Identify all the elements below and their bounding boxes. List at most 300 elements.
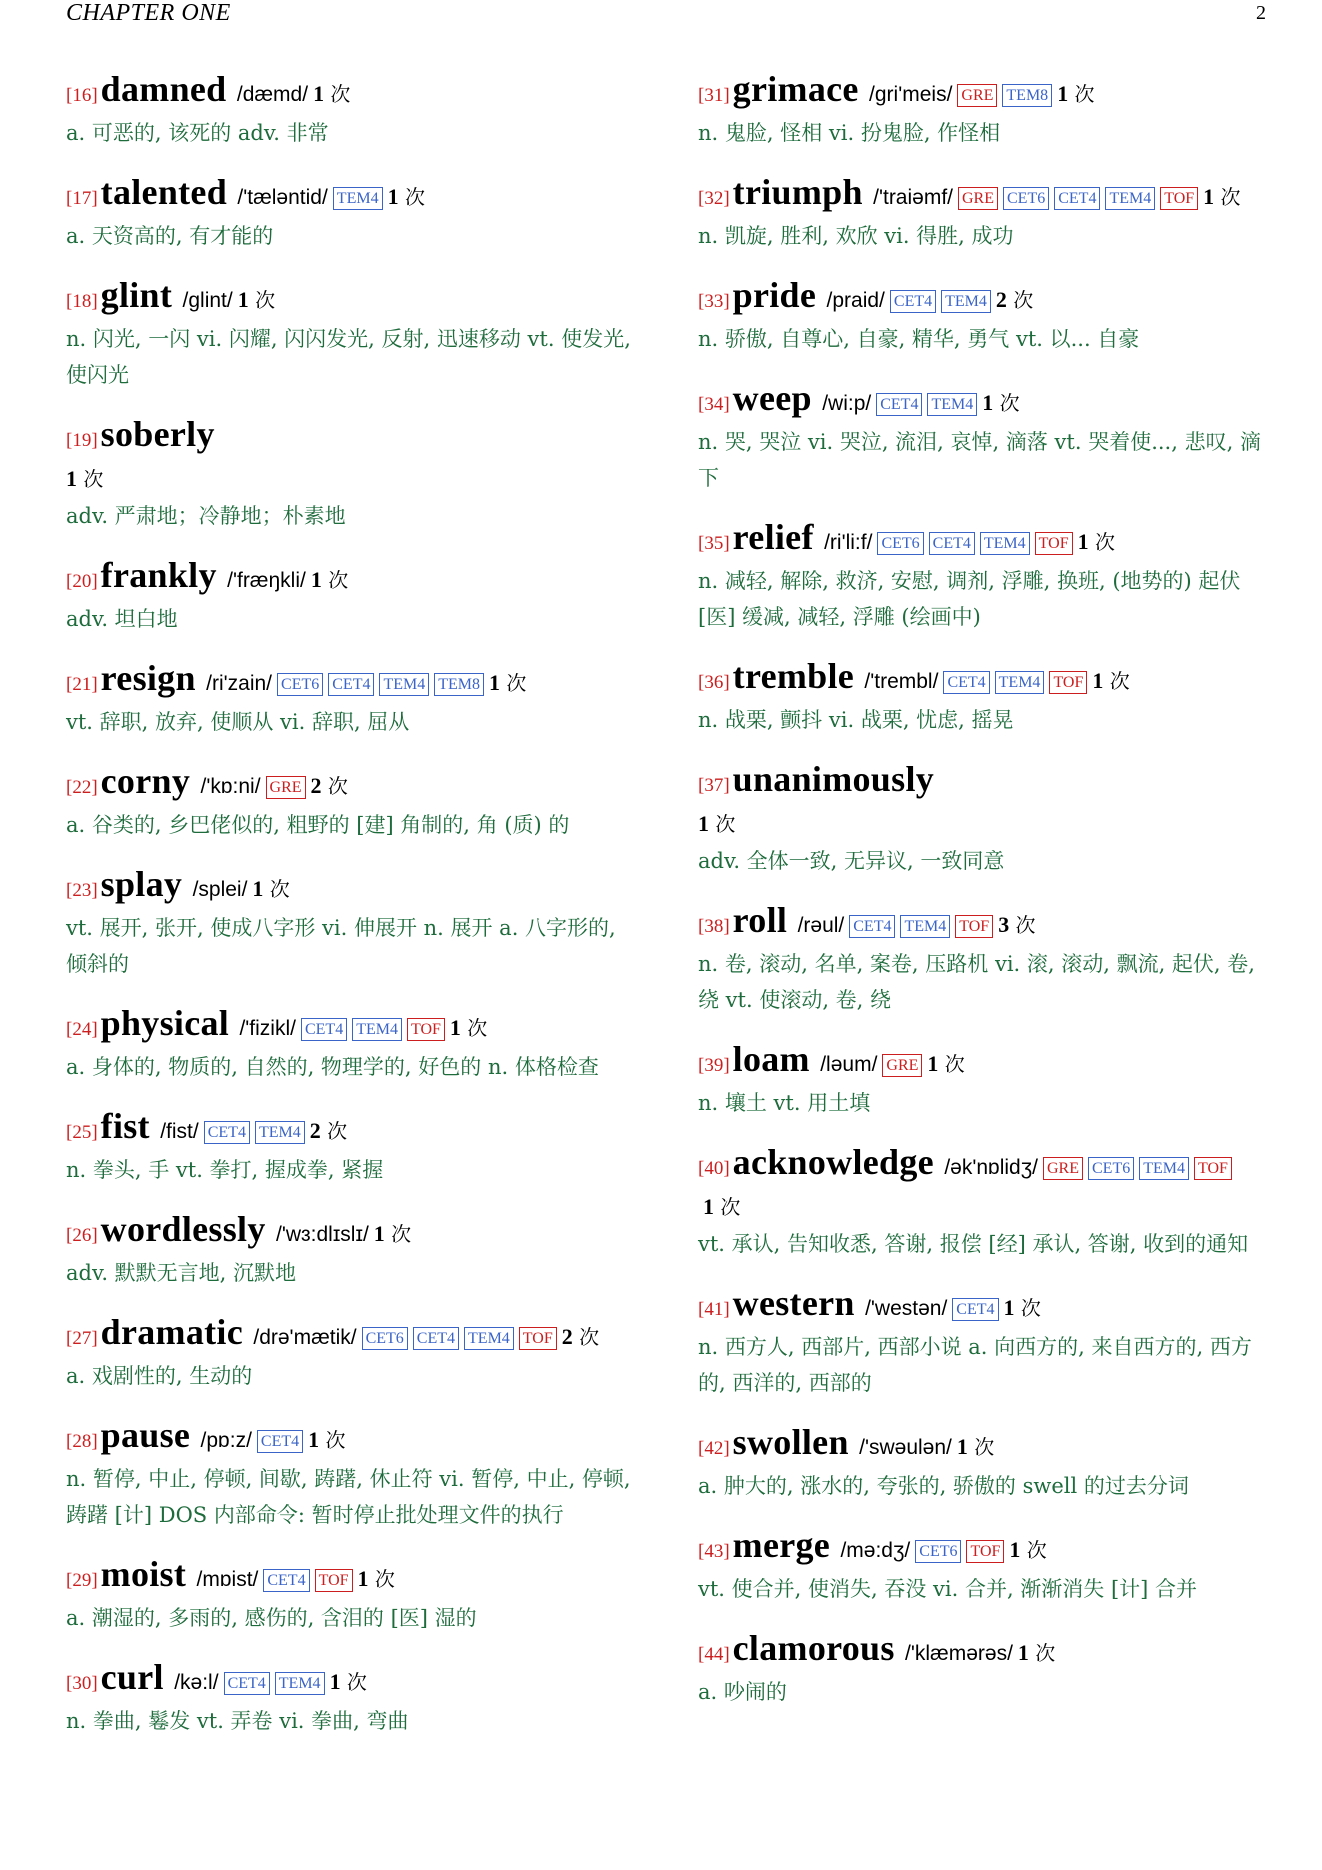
entry-number: [42] bbox=[698, 1438, 730, 1459]
entry-word: pause bbox=[100, 1415, 191, 1455]
count-unit: 次 bbox=[579, 1325, 600, 1349]
occurrence-count bbox=[66, 467, 103, 491]
exam-tag: TEM4 bbox=[333, 187, 383, 210]
vocab-entry bbox=[698, 1526, 1268, 1607]
entry-definition: n. 骄傲, 自尊心, 自豪, 精华, 勇气 vt. 以... 自豪 bbox=[698, 327, 1140, 351]
count-value: 2 bbox=[309, 1118, 321, 1143]
entry-number: [20] bbox=[66, 571, 98, 592]
entry-pronunciation: /'klæmərəs/ bbox=[905, 1642, 1013, 1665]
exam-tag: TEM4 bbox=[1105, 187, 1155, 210]
entry-definition: adv. 坦白地 bbox=[66, 607, 178, 631]
vocab-entry bbox=[66, 1004, 636, 1085]
entry-word: curl bbox=[100, 1657, 164, 1697]
entry-number: [27] bbox=[66, 1328, 98, 1349]
entry-definition: n. 凯旋, 胜利, 欢欣 vi. 得胜, 成功 bbox=[698, 224, 1014, 248]
vocab-entry bbox=[698, 657, 1268, 738]
count-value: 2 bbox=[310, 773, 322, 798]
vocab-entry bbox=[66, 415, 636, 534]
vocab-entry bbox=[66, 70, 636, 151]
occurrence-count bbox=[1203, 185, 1240, 209]
entry-definition: a. 可恶的, 该死的 adv. 非常 bbox=[66, 121, 329, 145]
occurrence-count bbox=[330, 1670, 367, 1694]
count-value: 2 bbox=[561, 1324, 573, 1349]
entry-word: loam bbox=[732, 1039, 810, 1079]
entry-definition: a. 身体的, 物质的, 自然的, 物理学的, 好色的 n. 体格检查 bbox=[66, 1055, 599, 1079]
entry-number: [33] bbox=[698, 291, 730, 312]
entry-number: [40] bbox=[698, 1158, 730, 1179]
entry-pronunciation: /dæmd/ bbox=[236, 83, 309, 106]
entry-number: [30] bbox=[66, 1673, 98, 1694]
vocab-entry bbox=[698, 379, 1268, 496]
exam-tag: CET4 bbox=[328, 673, 374, 696]
entry-pronunciation: /rəul/ bbox=[797, 914, 845, 937]
entry-number: [31] bbox=[698, 85, 730, 106]
exam-tag: GRE bbox=[266, 776, 306, 799]
occurrence-count bbox=[1057, 82, 1094, 106]
occurrence-count bbox=[308, 1428, 345, 1452]
entry-word: corny bbox=[100, 761, 191, 801]
entry-word: unanimously bbox=[732, 759, 935, 799]
entry-word: resign bbox=[100, 658, 196, 698]
entry-pronunciation: /drə'mætik/ bbox=[253, 1326, 357, 1349]
exam-tag: CET6 bbox=[1003, 187, 1049, 210]
exam-tag: CET6 bbox=[1088, 1157, 1134, 1180]
count-value: 1 bbox=[1077, 529, 1089, 554]
exam-tag: TEM4 bbox=[464, 1327, 514, 1350]
entry-word: weep bbox=[732, 378, 812, 418]
entry-headline bbox=[66, 415, 636, 498]
vocab-entry bbox=[66, 1313, 636, 1394]
count-unit: 次 bbox=[467, 1016, 488, 1040]
entry-pronunciation: /mɒist/ bbox=[196, 1568, 259, 1591]
exam-tag: CET4 bbox=[204, 1121, 250, 1144]
occurrence-count bbox=[957, 1435, 994, 1459]
count-unit: 次 bbox=[328, 568, 349, 592]
occurrence-count bbox=[238, 288, 275, 312]
exam-tag: TOF bbox=[519, 1327, 557, 1350]
entry-word: swollen bbox=[732, 1422, 849, 1462]
vocab-entry bbox=[698, 1629, 1268, 1710]
vocab-entry bbox=[698, 70, 1268, 151]
entry-pronunciation: /'westən/ bbox=[865, 1297, 948, 1320]
entry-number: [34] bbox=[698, 394, 730, 415]
page-number: 2 bbox=[1256, 2, 1266, 24]
count-value: 1 bbox=[66, 466, 77, 491]
occurrence-count bbox=[1004, 1296, 1041, 1320]
entry-pronunciation: /wi:p/ bbox=[822, 392, 872, 415]
exam-tag: TOF bbox=[1194, 1157, 1232, 1180]
entry-number: [32] bbox=[698, 188, 730, 209]
vocab-entry bbox=[66, 276, 636, 393]
entry-number: [39] bbox=[698, 1055, 730, 1076]
entry-definition: a. 潮湿的, 多雨的, 感伤的, 含泪的 [医] 湿的 bbox=[66, 1606, 477, 1630]
entry-definition: adv. 严肃地；冷静地；朴素地 bbox=[66, 504, 346, 528]
count-value: 1 bbox=[956, 1434, 968, 1459]
right-column bbox=[698, 70, 1268, 1732]
entry-number: [25] bbox=[66, 1122, 98, 1143]
vocab-entry bbox=[66, 556, 636, 637]
count-unit: 次 bbox=[1109, 669, 1130, 693]
vocab-entry bbox=[698, 760, 1268, 879]
entry-pronunciation: /ri'zain/ bbox=[206, 672, 273, 695]
count-value: 1 bbox=[387, 184, 399, 209]
exam-tag: TEM4 bbox=[927, 393, 977, 416]
vocab-entry bbox=[66, 1107, 636, 1188]
entry-headline bbox=[698, 379, 1268, 424]
entry-word: roll bbox=[732, 900, 788, 940]
count-value: 1 bbox=[489, 670, 501, 695]
entry-definition: n. 拳曲, 鬈发 vt. 弄卷 vi. 拳曲, 弯曲 bbox=[66, 1709, 409, 1733]
entry-headline bbox=[698, 1040, 1268, 1085]
occurrence-count bbox=[252, 877, 289, 901]
exam-tag: TEM4 bbox=[900, 915, 950, 938]
vocab-entry bbox=[66, 173, 636, 254]
entry-word: splay bbox=[100, 864, 183, 904]
occurrence-count bbox=[489, 671, 526, 695]
entry-word: grimace bbox=[732, 69, 859, 109]
occurrence-count bbox=[1018, 1641, 1055, 1665]
count-unit: 次 bbox=[1026, 1538, 1047, 1562]
vocab-entry bbox=[698, 518, 1268, 635]
entry-headline bbox=[66, 1555, 636, 1600]
occurrence-count bbox=[998, 913, 1035, 937]
occurrence-count bbox=[310, 1119, 347, 1143]
entry-headline bbox=[66, 1004, 636, 1049]
entry-word: glint bbox=[100, 275, 173, 315]
occurrence-count bbox=[703, 1195, 740, 1219]
entry-definition: a. 谷类的, 乡巴佬似的, 粗野的 [建] 角制的, 角 (质) 的 bbox=[66, 813, 570, 837]
entry-headline bbox=[66, 1658, 636, 1703]
exam-tag: GRE bbox=[957, 84, 997, 107]
entry-number: [35] bbox=[698, 533, 730, 554]
entry-headline bbox=[66, 173, 636, 218]
count-unit: 次 bbox=[974, 1435, 995, 1459]
entry-number: [22] bbox=[66, 777, 98, 798]
exam-tag: GRE bbox=[882, 1054, 922, 1077]
entry-definition: vt. 展开, 张开, 使成八字形 vi. 伸展开 n. 展开 a. 八字形的, 倾斜的 bbox=[66, 916, 616, 976]
occurrence-count bbox=[313, 82, 350, 106]
entry-number: [21] bbox=[66, 674, 98, 695]
entry-number: [18] bbox=[66, 291, 98, 312]
entry-headline bbox=[66, 1416, 636, 1461]
count-value: 1 bbox=[927, 1051, 939, 1076]
entry-word: western bbox=[732, 1283, 855, 1323]
entry-headline bbox=[698, 276, 1268, 321]
vocab-entry bbox=[66, 1416, 636, 1533]
entry-headline bbox=[66, 276, 636, 321]
count-value: 1 bbox=[252, 876, 264, 901]
entry-headline bbox=[698, 1526, 1268, 1571]
entry-word: tremble bbox=[732, 656, 855, 696]
exam-tag: CET6 bbox=[277, 673, 323, 696]
occurrence-count bbox=[982, 391, 1019, 415]
entry-number: [26] bbox=[66, 1225, 98, 1246]
entry-number: [29] bbox=[66, 1570, 98, 1591]
count-value: 1 bbox=[698, 811, 709, 836]
entry-headline bbox=[698, 70, 1268, 115]
vocab-entry bbox=[698, 173, 1268, 254]
entry-definition: vt. 承认, 告知收悉, 答谢, 报偿 [经] 承认, 答谢, 收到的通知 bbox=[698, 1232, 1249, 1256]
entry-headline bbox=[66, 556, 636, 601]
entry-pronunciation: /splei/ bbox=[192, 878, 248, 901]
exam-tag: CET4 bbox=[263, 1569, 309, 1592]
entry-headline bbox=[698, 657, 1268, 702]
entry-number: [43] bbox=[698, 1541, 730, 1562]
exam-tag: CET4 bbox=[224, 1672, 270, 1695]
entry-definition: vt. 辞职, 放弃, 使顺从 vi. 辞职, 屈从 bbox=[66, 710, 410, 734]
count-unit: 次 bbox=[269, 877, 290, 901]
entry-word: wordlessly bbox=[100, 1209, 266, 1249]
entry-word: clamorous bbox=[732, 1628, 895, 1668]
entry-headline bbox=[698, 1143, 1268, 1226]
entry-pronunciation: /fist/ bbox=[160, 1120, 199, 1143]
count-value: 1 bbox=[310, 567, 322, 592]
entry-headline bbox=[698, 1629, 1268, 1674]
entry-definition: a. 天资高的, 有才能的 bbox=[66, 224, 274, 248]
entry-pronunciation: /pɒ:z/ bbox=[200, 1429, 252, 1452]
entry-pronunciation: /ləum/ bbox=[820, 1053, 878, 1076]
vocab-entry bbox=[66, 1210, 636, 1291]
occurrence-count bbox=[1009, 1538, 1046, 1562]
count-unit: 次 bbox=[1094, 530, 1115, 554]
entry-number: [23] bbox=[66, 880, 98, 901]
count-unit: 次 bbox=[325, 1428, 346, 1452]
entry-pronunciation: /praid/ bbox=[826, 289, 885, 312]
occurrence-count bbox=[927, 1052, 964, 1076]
count-value: 1 bbox=[1017, 1640, 1029, 1665]
entry-definition: a. 戏剧性的, 生动的 bbox=[66, 1364, 253, 1388]
entry-headline bbox=[66, 1313, 636, 1358]
entry-pronunciation: /'wɜ:dlɪslɪ/ bbox=[276, 1223, 369, 1246]
count-unit: 次 bbox=[255, 288, 276, 312]
entry-definition: n. 战栗, 颤抖 vi. 战栗, 忧虑, 摇晃 bbox=[698, 708, 1014, 732]
vocab-entry bbox=[66, 865, 636, 982]
exam-tag: TOF bbox=[1160, 187, 1198, 210]
entry-pronunciation: /'fizikl/ bbox=[239, 1017, 296, 1040]
exam-tag: TOF bbox=[955, 915, 993, 938]
entry-definition: n. 暂停, 中止, 停顿, 间歇, 踌躇, 休止符 vi. 暂停, 中止, 停顿, 踌躇 [计] DOS 内部命令: 暂时停止批处理文件的执行 bbox=[66, 1467, 631, 1527]
count-value: 1 bbox=[1057, 81, 1069, 106]
occurrence-count bbox=[698, 812, 735, 836]
exam-tag: CET6 bbox=[362, 1327, 408, 1350]
entry-word: triumph bbox=[732, 172, 863, 212]
exam-tag: TOF bbox=[407, 1018, 445, 1041]
count-value: 1 bbox=[1003, 1295, 1015, 1320]
count-unit: 次 bbox=[374, 1567, 395, 1591]
occurrence-count bbox=[996, 288, 1033, 312]
entry-headline bbox=[66, 659, 636, 704]
entry-definition: n. 哭, 哭泣 vi. 哭泣, 流泪, 哀悼, 滴落 vt. 哭着使..., 悲叹, 滴下 bbox=[698, 430, 1261, 490]
exam-tag: GRE bbox=[1043, 1157, 1083, 1180]
entry-number: [44] bbox=[698, 1644, 730, 1665]
occurrence-count bbox=[311, 568, 348, 592]
entry-word: physical bbox=[100, 1003, 230, 1043]
count-unit: 次 bbox=[391, 1222, 412, 1246]
entry-pronunciation: /gri'meis/ bbox=[869, 83, 953, 106]
occurrence-count bbox=[374, 1222, 411, 1246]
entry-pronunciation: /glint/ bbox=[182, 289, 233, 312]
entry-pronunciation: /kə:l/ bbox=[174, 1671, 219, 1694]
exam-tag: CET6 bbox=[915, 1540, 961, 1563]
entry-definition: n. 鬼脸, 怪相 vi. 扮鬼脸, 作怪相 bbox=[698, 121, 1001, 145]
count-value: 1 bbox=[329, 1669, 341, 1694]
count-unit: 次 bbox=[506, 671, 527, 695]
count-value: 1 bbox=[1092, 668, 1104, 693]
entry-pronunciation: /mə:dʒ/ bbox=[840, 1539, 911, 1562]
entry-definition: n. 减轻, 解除, 救济, 安慰, 调剂, 浮雕, 换班, (地势的) 起伏 [医] 缓减, 减轻, 浮雕 (绘画中) bbox=[698, 569, 1241, 629]
entry-word: acknowledge bbox=[732, 1142, 934, 1182]
exam-tag: CET4 bbox=[890, 290, 936, 313]
entry-definition: n. 卷, 滚动, 名单, 案卷, 压路机 vi. 滚, 滚动, 飘流, 起伏, 卷, 绕 vt. 使滚动, 卷, 绕 bbox=[698, 952, 1255, 1012]
occurrence-count bbox=[311, 774, 348, 798]
entry-word: soberly bbox=[100, 414, 215, 454]
exam-tag: CET4 bbox=[849, 915, 895, 938]
count-value: 1 bbox=[313, 81, 325, 106]
vocab-entry bbox=[698, 1040, 1268, 1121]
entry-headline bbox=[66, 762, 636, 807]
exam-tag: CET4 bbox=[413, 1327, 459, 1350]
count-value: 1 bbox=[703, 1194, 714, 1219]
vocab-entry bbox=[698, 1423, 1268, 1504]
exam-tag: CET4 bbox=[943, 671, 989, 694]
entry-pronunciation: /'trembl/ bbox=[864, 670, 939, 693]
count-unit: 次 bbox=[999, 391, 1020, 415]
entry-headline bbox=[698, 760, 1268, 843]
entry-definition: vt. 使合并, 使消失, 吞没 vi. 合并, 渐渐消失 [计] 合并 bbox=[698, 1577, 1198, 1601]
exam-tag: TEM4 bbox=[379, 673, 429, 696]
vocab-entry bbox=[66, 762, 636, 843]
entry-headline bbox=[66, 70, 636, 115]
count-unit: 次 bbox=[327, 1119, 348, 1143]
occurrence-count bbox=[388, 185, 425, 209]
count-unit: 次 bbox=[715, 812, 736, 836]
count-value: 1 bbox=[237, 287, 249, 312]
count-unit: 次 bbox=[346, 1670, 367, 1694]
entry-word: relief bbox=[732, 517, 814, 557]
count-value: 2 bbox=[995, 287, 1007, 312]
entry-word: dramatic bbox=[100, 1312, 244, 1352]
exam-tag: TEM4 bbox=[1139, 1157, 1189, 1180]
count-unit: 次 bbox=[83, 467, 104, 491]
count-unit: 次 bbox=[1015, 913, 1036, 937]
exam-tag: TOF bbox=[1049, 671, 1087, 694]
entry-number: [19] bbox=[66, 430, 98, 451]
exam-tag: TOF bbox=[1035, 532, 1073, 555]
count-unit: 次 bbox=[1220, 185, 1241, 209]
exam-tag: TEM4 bbox=[352, 1018, 402, 1041]
entry-word: damned bbox=[100, 69, 227, 109]
exam-tag: CET4 bbox=[952, 1298, 998, 1321]
count-unit: 次 bbox=[1035, 1641, 1056, 1665]
entry-pronunciation: /'kɒ:ni/ bbox=[200, 775, 261, 798]
count-value: 1 bbox=[308, 1427, 320, 1452]
entry-headline bbox=[698, 1423, 1268, 1468]
vocab-entry bbox=[698, 1284, 1268, 1401]
entry-definition: adv. 全体一致, 无异议, 一致同意 bbox=[698, 849, 1005, 873]
entry-word: talented bbox=[100, 172, 228, 212]
entry-number: [41] bbox=[698, 1299, 730, 1320]
entry-pronunciation: /ri'li:f/ bbox=[824, 531, 873, 554]
entry-definition: n. 拳头, 手 vt. 拳打, 握成拳, 紧握 bbox=[66, 1158, 384, 1182]
exam-tag: TEM8 bbox=[434, 673, 484, 696]
exam-tag: CET4 bbox=[929, 532, 975, 555]
count-unit: 次 bbox=[404, 185, 425, 209]
count-unit: 次 bbox=[720, 1195, 741, 1219]
count-unit: 次 bbox=[1013, 288, 1034, 312]
exam-tag: CET4 bbox=[1054, 187, 1100, 210]
entry-definition: n. 西方人, 西部片, 西部小说 a. 向西方的, 来自西方的, 西方的, 西洋的, 西部的 bbox=[698, 1335, 1252, 1395]
exam-tag: CET4 bbox=[301, 1018, 347, 1041]
entry-pronunciation: /ək'nɒlidʒ/ bbox=[944, 1156, 1038, 1179]
count-value: 1 bbox=[982, 390, 994, 415]
exam-tag: TEM4 bbox=[980, 532, 1030, 555]
count-value: 1 bbox=[449, 1015, 461, 1040]
count-unit: 次 bbox=[944, 1052, 965, 1076]
entry-headline bbox=[698, 901, 1268, 946]
occurrence-count bbox=[1078, 530, 1115, 554]
entry-pronunciation: /'tæləntid/ bbox=[237, 186, 328, 209]
entry-word: merge bbox=[732, 1525, 831, 1565]
occurrence-count bbox=[450, 1016, 487, 1040]
entry-word: fist bbox=[100, 1106, 150, 1146]
occurrence-count bbox=[358, 1567, 395, 1591]
exam-tag: TOF bbox=[315, 1569, 353, 1592]
entry-headline bbox=[698, 1284, 1268, 1329]
count-value: 1 bbox=[373, 1221, 385, 1246]
exam-tag: TEM4 bbox=[995, 671, 1045, 694]
occurrence-count bbox=[562, 1325, 599, 1349]
count-value: 3 bbox=[998, 912, 1010, 937]
entry-headline bbox=[66, 865, 636, 910]
entry-number: [28] bbox=[66, 1431, 98, 1452]
count-value: 1 bbox=[357, 1566, 369, 1591]
entry-pronunciation: /'swəulən/ bbox=[859, 1436, 952, 1459]
entry-number: [36] bbox=[698, 672, 730, 693]
exam-tag: TOF bbox=[966, 1540, 1004, 1563]
count-unit: 次 bbox=[1074, 82, 1095, 106]
exam-tag: CET6 bbox=[877, 532, 923, 555]
vocab-entry bbox=[698, 1143, 1268, 1262]
exam-tag: TEM4 bbox=[275, 1672, 325, 1695]
entry-number: [17] bbox=[66, 188, 98, 209]
occurrence-count bbox=[1092, 669, 1129, 693]
count-value: 1 bbox=[1203, 184, 1215, 209]
entry-definition: a. 吵闹的 bbox=[698, 1680, 787, 1704]
entry-definition: a. 肿大的, 涨水的, 夸张的, 骄傲的 swell 的过去分词 bbox=[698, 1474, 1189, 1498]
entry-definition: n. 闪光, 一闪 vi. 闪耀, 闪闪发光, 反射, 迅速移动 vt. 使发光, 使闪光 bbox=[66, 327, 631, 387]
entry-word: frankly bbox=[100, 555, 217, 595]
entry-number: [37] bbox=[698, 775, 730, 796]
left-column bbox=[66, 70, 636, 1761]
count-unit: 次 bbox=[327, 774, 348, 798]
entry-definition: adv. 默默无言地, 沉默地 bbox=[66, 1261, 297, 1285]
entry-word: pride bbox=[732, 275, 817, 315]
entry-headline bbox=[698, 518, 1268, 563]
vocab-entry bbox=[698, 901, 1268, 1018]
vocab-entry bbox=[698, 276, 1268, 357]
vocab-entry bbox=[66, 1658, 636, 1739]
exam-tag: CET4 bbox=[876, 393, 922, 416]
count-unit: 次 bbox=[1020, 1296, 1041, 1320]
entry-number: [38] bbox=[698, 916, 730, 937]
entry-number: [16] bbox=[66, 85, 98, 106]
exam-tag: TEM8 bbox=[1002, 84, 1052, 107]
exam-tag: TEM4 bbox=[941, 290, 991, 313]
entry-headline bbox=[66, 1210, 636, 1255]
exam-tag: GRE bbox=[958, 187, 998, 210]
chapter-title: CHAPTER ONE bbox=[66, 0, 231, 26]
entry-headline bbox=[66, 1107, 636, 1152]
